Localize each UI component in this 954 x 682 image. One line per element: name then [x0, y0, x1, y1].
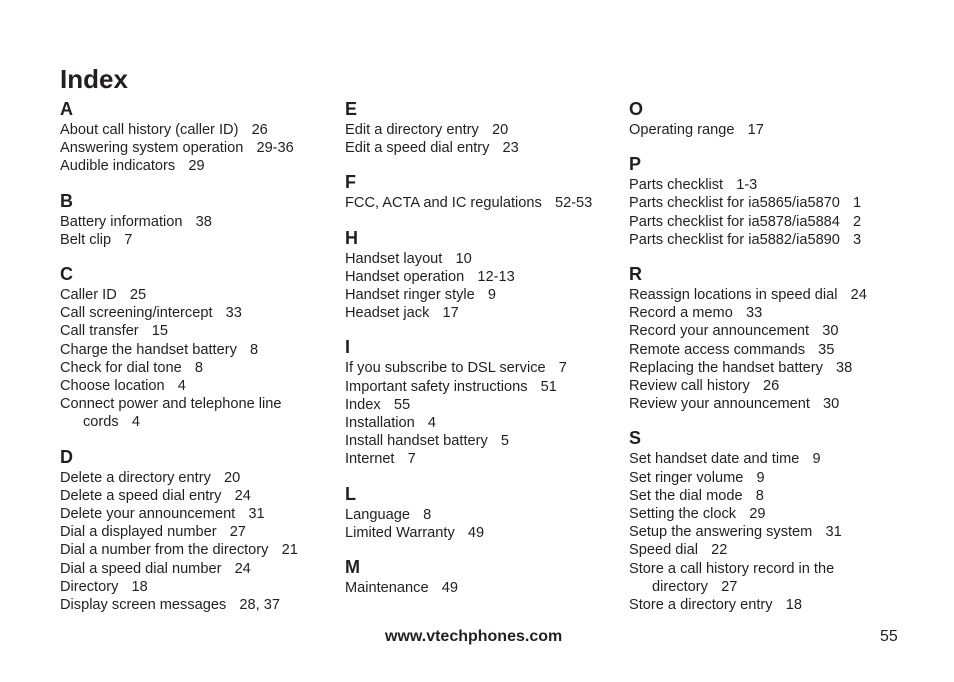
index-entry	[345, 450, 615, 468]
entry-page: 18	[131, 578, 148, 595]
entry-continuation: directory	[652, 578, 708, 595]
entry-text: Dial a displayed number	[60, 524, 217, 541]
entry-page: 20	[491, 122, 509, 138]
entry-text: Parts checklist for ia5882/ia5890	[629, 231, 840, 248]
entry-text: Limited Warranty	[345, 524, 455, 541]
entry-text: Answering system operation	[60, 140, 244, 157]
index-entry	[629, 121, 899, 139]
index-entry	[345, 359, 615, 377]
index-entry	[60, 395, 330, 431]
entry-page: 8	[194, 359, 203, 376]
entry-page: 26	[762, 378, 780, 395]
index-section-o	[629, 98, 899, 139]
entry-page: 35	[818, 341, 835, 358]
index-entry	[629, 322, 899, 340]
index-entry	[60, 157, 330, 175]
entry-text: Parts checklist for ia5878/ia5884	[629, 213, 840, 230]
entry-page: 8	[423, 506, 432, 523]
section-letter: P	[629, 154, 642, 175]
index-entry	[60, 322, 330, 340]
entry-text: Language	[345, 506, 410, 523]
entry-page: 9	[812, 451, 821, 468]
section-letter: S	[629, 428, 642, 449]
entry-text: Remote access commands	[629, 341, 806, 358]
index-entry	[629, 596, 899, 614]
entry-text: Store a directory entry	[629, 597, 773, 614]
index-entry	[60, 377, 330, 395]
entry-text: Delete your announcement	[60, 506, 236, 523]
index-entry	[629, 194, 899, 212]
entry-text: Speed dial	[629, 542, 698, 559]
index-entry	[60, 359, 330, 377]
entry-page: 31	[248, 506, 265, 523]
index-entry	[629, 213, 899, 231]
index-entry	[629, 359, 899, 377]
entry-page: 8	[755, 487, 764, 504]
entry-page: 24	[234, 560, 251, 577]
entry-text: Set ringer volume	[629, 469, 744, 486]
entry-page: 24	[850, 287, 867, 304]
entry-page: 18	[785, 597, 802, 614]
index-section-a	[60, 98, 330, 176]
section-letter: L	[345, 483, 356, 504]
index-entry	[629, 377, 899, 395]
index-entry	[629, 341, 899, 359]
entry-page: 12-13	[477, 268, 515, 285]
entry-page: 29	[188, 158, 205, 175]
index-entry	[629, 395, 899, 413]
entry-text: Delete a speed dial entry	[60, 487, 222, 504]
entry-text: Headset jack	[345, 305, 430, 322]
entry-text: Battery information	[60, 213, 183, 230]
entry-text: Maintenance	[345, 580, 429, 597]
index-entry	[629, 176, 899, 194]
index-entry	[345, 194, 615, 212]
entry-text: Choose location	[60, 378, 165, 395]
section-letter: R	[629, 264, 642, 285]
entry-text: Reassign locations in speed dial	[629, 287, 838, 304]
entry-page: 27	[229, 524, 246, 541]
entry-text: Delete a directory entry	[60, 469, 211, 486]
entry-text: Record your announcement	[629, 323, 810, 340]
entry-page: 29-36	[256, 140, 294, 157]
index-entry	[60, 121, 330, 139]
index-section-b	[60, 190, 330, 249]
entry-text: Internet	[345, 451, 395, 468]
entry-page: 1	[853, 195, 862, 212]
entry-page: 23	[502, 140, 519, 157]
entry-text: Setup the answering system	[629, 524, 813, 541]
entry-page: 5	[500, 433, 510, 450]
entry-page: 7	[407, 451, 416, 468]
index-entry	[345, 286, 615, 304]
entry-text: Edit a speed dial entry	[345, 140, 490, 157]
entry-page: 30	[822, 323, 839, 340]
entry-page: 25	[129, 287, 147, 304]
index-column-2	[345, 98, 615, 611]
index-entry	[629, 505, 899, 523]
entry-text: If you subscribe to DSL service	[345, 360, 546, 377]
entry-page: 33	[745, 305, 763, 322]
index-entry	[629, 286, 899, 304]
entry-text: Install handset battery	[345, 433, 488, 450]
index-entry	[345, 396, 615, 414]
entry-text: Replacing the handset battery	[629, 359, 823, 376]
entry-page: 4	[131, 414, 140, 431]
section-letter: E	[345, 99, 358, 119]
section-letter: I	[345, 337, 351, 358]
index-entry	[60, 596, 330, 614]
entry-page: 4	[427, 415, 437, 432]
index-section-r	[629, 263, 899, 413]
index-entry	[60, 304, 330, 322]
entry-page: 7	[124, 231, 133, 248]
index-entry	[345, 378, 615, 396]
index-entry	[345, 121, 615, 139]
index-entry	[60, 231, 330, 249]
entry-text: Display screen messages	[60, 597, 227, 614]
index-entry	[629, 487, 899, 505]
index-entry	[629, 231, 899, 249]
entry-page: 28, 37	[239, 597, 280, 614]
index-entry	[629, 304, 899, 322]
index-section-c	[60, 263, 330, 432]
index-section-d	[60, 446, 330, 615]
index-entry	[345, 432, 615, 450]
entry-page: 7	[558, 360, 567, 377]
entry-text: Connect power and telephone line	[60, 396, 282, 413]
entry-continuation: cords	[83, 414, 119, 431]
entry-text: Call transfer	[60, 323, 139, 340]
entry-page: 17	[442, 305, 459, 322]
index-entry	[629, 469, 899, 487]
entry-page: 10	[455, 250, 472, 267]
section-letter: A	[60, 99, 73, 119]
entry-page: 26	[251, 122, 268, 138]
entry-page: 49	[467, 524, 485, 541]
index-entry	[629, 450, 899, 468]
entry-text: Edit a directory entry	[345, 122, 479, 138]
entry-text: Directory	[60, 578, 119, 595]
index-entry	[60, 286, 330, 304]
index-entry	[60, 469, 330, 487]
index-entry	[60, 505, 330, 523]
index-entry	[345, 414, 615, 432]
entry-page: 30	[823, 396, 840, 413]
entry-text: Parts checklist	[629, 177, 724, 194]
entry-text: Parts checklist for ia5865/ia5870	[629, 195, 840, 212]
section-letter: B	[60, 190, 73, 211]
index-entry	[60, 578, 330, 596]
index-entry	[629, 560, 899, 596]
entry-page: 55	[393, 396, 411, 413]
entry-text: Review call history	[629, 378, 750, 395]
index-entry	[345, 579, 615, 597]
index-section-h	[345, 227, 615, 323]
section-letter: F	[345, 172, 356, 193]
index-entry	[60, 523, 330, 541]
entry-text: Record a memo	[629, 305, 733, 322]
entry-page: 24	[234, 487, 251, 504]
index-section-l	[345, 483, 615, 542]
entry-text: Charge the handset battery	[60, 341, 237, 358]
entry-page: 17	[747, 122, 764, 138]
index-section-m	[345, 556, 615, 597]
entry-page: 38	[836, 359, 853, 376]
section-letter: D	[60, 446, 73, 467]
index-column-3	[629, 98, 899, 628]
index-column-1	[60, 98, 330, 628]
index-entry	[345, 139, 615, 157]
entry-page: 9	[756, 469, 765, 486]
index-entry	[60, 541, 330, 559]
index-entry	[345, 506, 615, 524]
index-entry	[345, 268, 615, 286]
entry-page: 2	[853, 213, 862, 230]
index-entry	[60, 213, 330, 231]
entry-text: Store a call history record in the	[629, 560, 835, 577]
index-entry	[629, 523, 899, 541]
entry-text: Operating range	[629, 122, 735, 138]
index-entry	[345, 304, 615, 322]
entry-page: 3	[853, 231, 862, 248]
page-title: Index	[60, 64, 128, 94]
index-entry	[60, 139, 330, 157]
entry-page: 27	[721, 578, 738, 595]
entry-text: Set the dial mode	[629, 487, 743, 504]
index-entry	[629, 541, 899, 559]
footer-url: www.vtechphones.com	[385, 628, 563, 645]
section-letter: O	[629, 99, 644, 119]
entry-page: 38	[195, 213, 212, 230]
entry-text: Setting the clock	[629, 506, 737, 523]
entry-text: Belt clip	[60, 231, 112, 248]
index-entry	[345, 250, 615, 268]
entry-page: 4	[177, 378, 186, 395]
index-section-f	[345, 171, 615, 212]
entry-page: 31	[825, 524, 842, 541]
entry-page: 1-3	[736, 177, 758, 194]
entry-text: Review your announcement	[629, 396, 810, 413]
entry-text: Caller ID	[60, 287, 117, 304]
entry-text: Check for dial tone	[60, 359, 182, 376]
index-section-e	[345, 98, 615, 157]
entry-text: About call history (caller ID)	[60, 122, 239, 138]
entry-page: 8	[250, 341, 259, 358]
entry-page: 33	[225, 305, 242, 322]
entry-text: Handset ringer style	[345, 287, 475, 304]
index-entry	[60, 341, 330, 359]
index-section-p	[629, 153, 899, 249]
entry-text: Audible indicators	[60, 158, 176, 175]
entry-page: 20	[224, 469, 241, 486]
section-letter: C	[60, 264, 73, 285]
entry-text: Dial a speed dial number	[60, 560, 222, 577]
index-section-s	[629, 427, 899, 614]
index-entry	[345, 524, 615, 542]
section-letter: H	[345, 227, 358, 248]
entry-page: 49	[441, 580, 458, 597]
entry-text: Important safety instructions	[345, 378, 528, 395]
entry-text: Handset operation	[345, 268, 465, 285]
entry-page: 51	[540, 378, 557, 395]
entry-text: Dial a number from the directory	[60, 542, 269, 559]
index-section-i	[345, 336, 615, 468]
index-entry	[60, 487, 330, 505]
entry-text: Call screening/intercept	[60, 305, 213, 322]
page-number: 55	[880, 628, 898, 645]
entry-text: Index	[345, 396, 381, 413]
section-letter: M	[345, 557, 360, 578]
index-entry	[60, 560, 330, 578]
entry-page: 15	[151, 323, 169, 340]
entry-page: 21	[281, 542, 298, 559]
entry-page: 52-53	[554, 195, 593, 212]
entry-page: 29	[749, 506, 766, 523]
entry-text: Installation	[345, 415, 415, 432]
entry-page: 22	[711, 542, 728, 559]
entry-text: Handset layout	[345, 250, 443, 267]
entry-page: 9	[487, 287, 497, 304]
entry-text: FCC, ACTA and IC regulations	[345, 195, 542, 212]
entry-text: Set handset date and time	[629, 451, 800, 468]
